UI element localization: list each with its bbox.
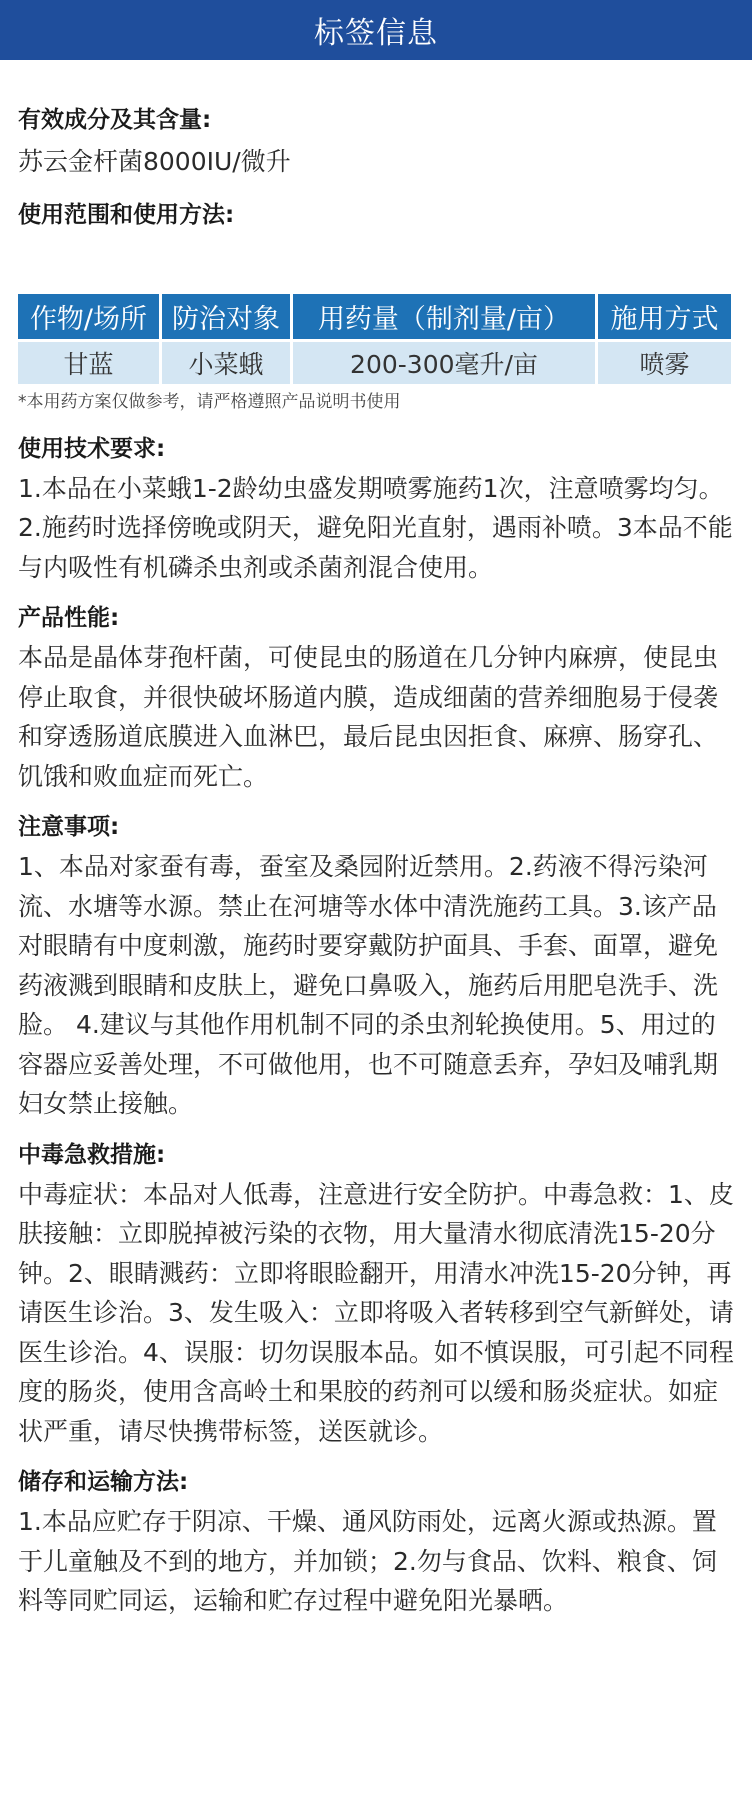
section-tech: [18, 433, 734, 588]
section-first-aid: [18, 1139, 734, 1452]
table-cell: 甘蓝: [18, 339, 159, 384]
table-header-cell: 用药量（制剂量/亩）: [293, 294, 595, 339]
label-content: [0, 104, 752, 1621]
section-text: 1.本品在小菜蛾1-2龄幼虫盛发期喷雾施药1次，注意喷雾均匀。 2.施药时选择傍晚或阴天，避免阳光直射，遇雨补喷。3本品不能与内吸性有机磷杀虫剂或杀菌剂混合使用。: [18, 473, 733, 582]
section-storage: [18, 1466, 734, 1621]
table-cell: 200-300毫升/亩: [293, 339, 595, 384]
section-text: 1、本品对家蚕有毒，蚕室及桑园附近禁用。2.药液不得污染河流、水塘等水源。禁止在河塘等水体中清洗施药工具。3.该产品对眼睛有中度刺激，施药时要穿戴防护面具、手套、面罩，避免药液溅到眼睛和皮肤上，避免口鼻吸入，施药后用肥皂洗手、洗脸。 4.建议与其他作用机制不同的杀虫剂轮换使用。5、用过的容器应妥善处理，不可做他用，也不可随意丢弃，孕妇及哺乳期妇女禁止接触。: [18, 852, 719, 1118]
usage-table-wrap: [15, 294, 734, 384]
page-title: 标签信息: [314, 16, 438, 51]
section-title: 有效成分及其含量:: [18, 107, 212, 133]
table-header-cell: 作物/场所: [18, 294, 159, 339]
section-usage: [18, 199, 734, 231]
table-cell: 小菜蛾: [162, 339, 290, 384]
table-header-cell: 施用方式: [598, 294, 731, 339]
section-cautions: [18, 811, 734, 1124]
usage-table: [15, 294, 734, 384]
section-text: 1.本品应贮存于阴凉、干燥、通风防雨处，远离火源或热源。置于儿童触及不到的地方，并加锁；2.勿与食品、饮料、粮食、饲料等同贮同运，运输和贮存过程中避免阳光暴晒。: [18, 1507, 717, 1615]
section-text: 苏云金杆菌8000IU/微升: [18, 147, 291, 176]
table-header-cell: 防治对象: [162, 294, 290, 339]
section-title: 注意事项:: [18, 814, 120, 840]
table-note: *本用药方案仅做参考，请严格遵照产品说明书使用: [18, 391, 401, 412]
section-performance: [18, 602, 734, 796]
table-row: [18, 339, 731, 384]
section-title: 储存和运输方法:: [18, 1469, 189, 1495]
table-cell: 喷雾: [598, 339, 731, 384]
section-ingredients: [18, 104, 734, 182]
section-text: 中毒症状：本品对人低毒，注意进行安全防护。中毒急救：1、皮肤接触：立即脱掉被污染的衣物，用大量清水彻底清洗15-20分钟。2、眼睛溅药：立即将眼睑翻开，用清水冲洗15-20分钟，再请医生诊治。3、发生吸入：立即将吸入者转移到空气新鲜处，请医生诊治。4、误服：切勿误服本品。如不慎误服，可引起不同程度的肠炎，使用含高岭土和果胶的药剂可以缓和肠炎症状。如症状严重，请尽快携带标签，送医就诊。: [18, 1179, 734, 1446]
section-title: 使用技术要求:: [18, 435, 166, 462]
section-title: 产品性能:: [18, 605, 120, 631]
section-title: 中毒急救措施:: [18, 1141, 166, 1168]
page-header: [0, 0, 752, 60]
section-title: 使用范围和使用方法:: [18, 201, 235, 228]
table-header-row: [18, 294, 731, 339]
section-text: 本品是晶体芽孢杆菌，可使昆虫的肠道在几分钟内麻痹，使昆虫停止取食，并很快破坏肠道内膜，造成细菌的营养细胞易于侵袭和穿透肠道底膜进入血淋巴，最后昆虫因拒食、麻痹、肠穿孔、饥饿和败血症而死亡。: [18, 643, 719, 791]
